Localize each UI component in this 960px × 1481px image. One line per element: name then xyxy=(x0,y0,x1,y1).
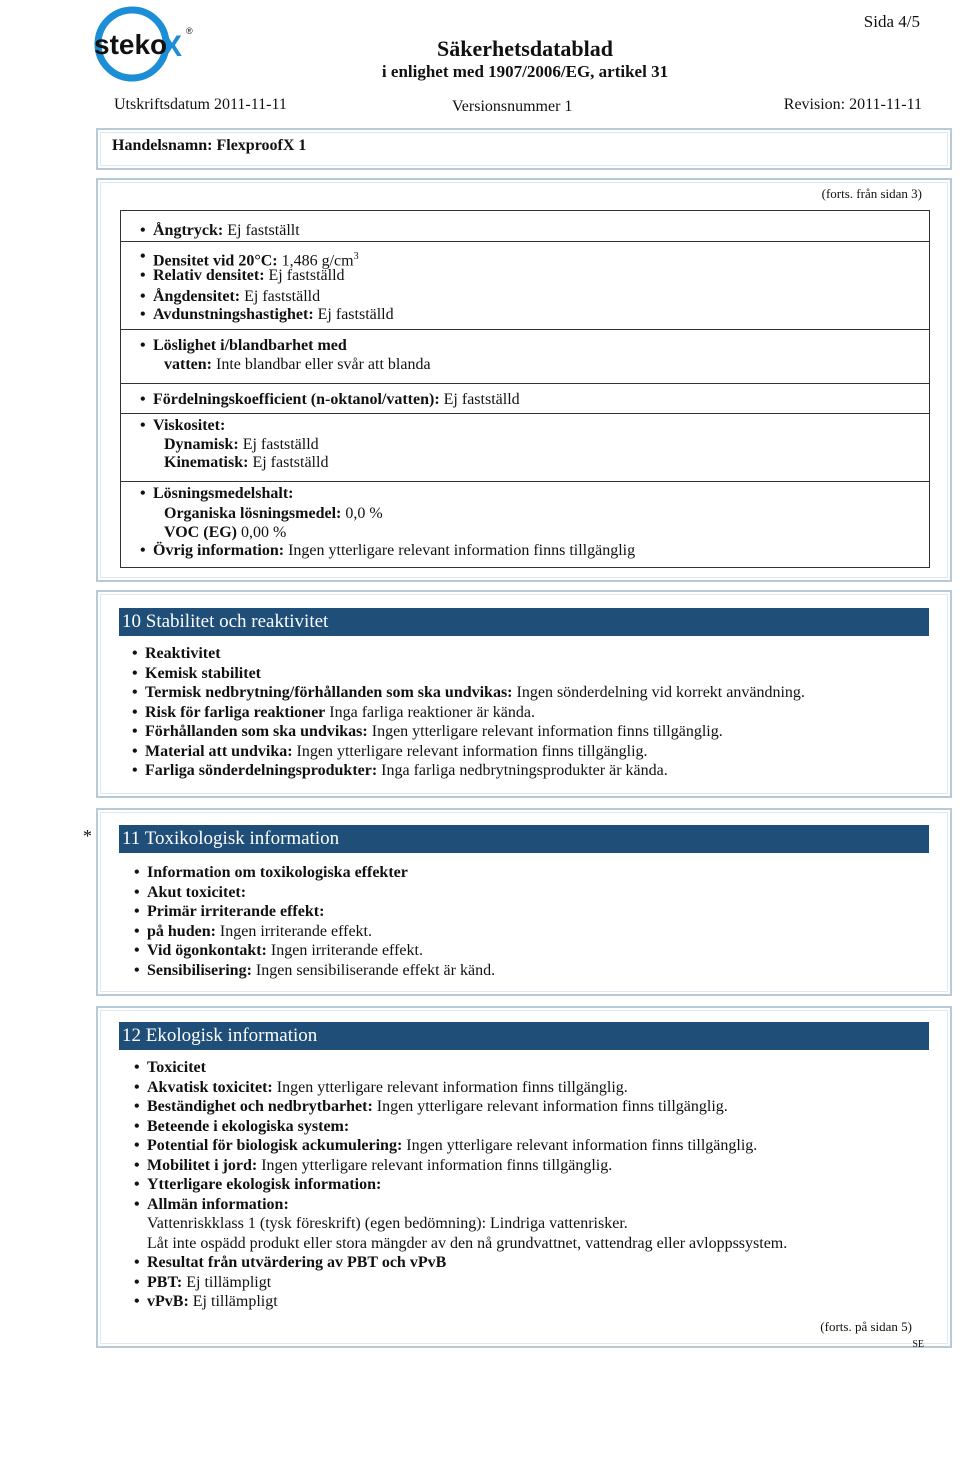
item-value: Ingen sönderdelning vid korrekt användning. xyxy=(512,684,805,701)
list-item xyxy=(147,1136,757,1155)
item-value: Ingen ytterligare relevant information finns tillgänglig. xyxy=(402,1137,758,1154)
list-item xyxy=(145,722,723,741)
item-label: Allmän information: xyxy=(147,1195,289,1213)
item-value: Ingen ytterligare relevant information finns tillgänglig. xyxy=(257,1156,613,1174)
list-item: • Övrig information: Ingen ytterligare relevant information finns tillgänglig xyxy=(153,541,635,560)
viscosity-kinematic: Kinematisk: Ej fastställd xyxy=(164,454,329,471)
list-item xyxy=(147,863,408,882)
list-item xyxy=(147,1097,728,1116)
item-label: Ytterligare ekologisk information: xyxy=(147,1176,382,1193)
item-label: Farliga sönderdelningsprodukter: xyxy=(145,762,378,779)
item-label: Sensibilisering: xyxy=(147,961,252,979)
svg-text:X: X xyxy=(162,30,183,63)
list-item: • Viskositet: xyxy=(153,416,225,435)
voc: VOC (EG) 0,00 % xyxy=(164,524,287,541)
list-item xyxy=(145,742,648,761)
item-label: Material att undvika: xyxy=(145,742,293,760)
logo-text: steko xyxy=(94,29,168,60)
list-item xyxy=(145,703,535,722)
list-item xyxy=(147,1292,278,1311)
list-item xyxy=(147,1253,446,1272)
list-item xyxy=(147,883,246,902)
list-item: • Fördelningskoefficient (n-oktanol/vatten): Ej fastställd xyxy=(153,390,520,409)
version-number: Versionsnummer 1 xyxy=(452,98,573,115)
list-item xyxy=(145,761,668,780)
page-number: Sida 4/5 xyxy=(863,12,920,31)
item-label: Kemisk stabilitet xyxy=(145,664,261,682)
list-item: • Relativ densitet: Ej fastställd xyxy=(153,266,345,285)
revision-date: Revision: 2011-11-11 xyxy=(783,96,922,113)
continued-to-note: (forts. på sidan 5) xyxy=(820,1319,912,1334)
viscosity-dynamic: Dynamisk: Ej fastställd xyxy=(164,436,319,453)
section-10-heading: 10 Stabilitet och reaktivitet xyxy=(119,608,929,636)
organic-solvents: Organiska lösningsmedel: 0,0 % xyxy=(164,505,383,522)
item-label: Risk för farliga reaktioner xyxy=(145,703,326,721)
document-subtitle: i enlighet med 1907/2006/EG, artikel 31 xyxy=(381,62,669,81)
list-item xyxy=(145,644,221,663)
table-divider xyxy=(121,241,929,242)
general-info-line: Låt inte ospädd produkt eller stora mängder av den nå grundvattnet, vattendrag eller avloppssystem. xyxy=(147,1234,788,1252)
list-item xyxy=(147,922,372,941)
list-item: • Lösningsmedelshalt: xyxy=(153,484,293,503)
list-item xyxy=(147,1117,349,1136)
list-item xyxy=(147,1195,289,1214)
item-value: Ej tillämpligt xyxy=(182,1273,272,1291)
solubility-water: vatten: Inte blandbar eller svår att blanda xyxy=(164,356,431,373)
list-item xyxy=(145,683,805,702)
print-date: Utskriftsdatum 2011-11-11 xyxy=(114,96,287,113)
item-value: Inga farliga reaktioner är kända. xyxy=(325,703,535,721)
table-divider xyxy=(121,481,929,482)
item-value: Ingen ytterligare relevant information finns tillgänglig. xyxy=(292,742,648,760)
list-item: • Ångtryck: Ej fastställt xyxy=(153,221,300,240)
language-code: SE xyxy=(912,1339,924,1350)
item-label: Beständighet och nedbrytbarhet: xyxy=(147,1098,373,1115)
list-item: • Densitet vid 20°C: 1,486 $g/cm^3$ xyxy=(153,247,359,270)
list-item xyxy=(147,902,324,921)
item-label: Beteende i ekologiska system: xyxy=(147,1117,350,1135)
item-value: Ingen sensibiliserande effekt är känd. xyxy=(251,961,496,979)
table-divider xyxy=(121,383,929,384)
list-item: • Löslighet i/blandbarhet med xyxy=(153,336,347,355)
item-label: PBT: xyxy=(147,1273,183,1291)
list-item xyxy=(147,961,495,980)
item-label: vPvB: xyxy=(147,1293,189,1310)
list-item xyxy=(147,1273,271,1292)
list-item xyxy=(147,1078,628,1097)
list-item: • Avdunstningshastighet: Ej fastställd xyxy=(153,305,394,324)
trade-name: Handelsnamn: FlexproofX 1 xyxy=(112,137,307,154)
svg-text:®: ® xyxy=(186,26,193,36)
item-label: Primär irriterande effekt: xyxy=(147,903,325,920)
list-item xyxy=(147,1156,612,1175)
section-11-heading: 11 Toxikologisk information xyxy=(119,825,929,853)
table-divider xyxy=(121,329,929,330)
list-item xyxy=(147,1058,206,1077)
revision-marker: * xyxy=(83,826,92,846)
item-label: Resultat från utvärdering av PBT och vPvB xyxy=(147,1254,447,1271)
item-label: Förhållanden som ska undvikas: xyxy=(145,723,368,740)
item-label: Akvatisk toxicitet: xyxy=(147,1078,273,1096)
item-label: Akut toxicitet: xyxy=(147,883,247,901)
item-value: Ingen ytterligare relevant information finns tillgänglig. xyxy=(272,1078,628,1096)
table-divider xyxy=(121,413,929,414)
item-label: Potential för biologisk ackumulering: xyxy=(147,1137,403,1154)
item-value: Ingen irriterande effekt. xyxy=(266,942,423,959)
item-label: på huden: xyxy=(147,922,216,940)
general-info-line: Vattenriskklass 1 (tysk föreskrift) (egen bedömning): Lindriga vattenrisker. xyxy=(147,1215,628,1232)
item-value: Ingen ytterligare relevant information finns tillgänglig. xyxy=(372,1098,728,1115)
item-value: Ingen ytterligare relevant information finns tillgänglig. xyxy=(367,723,723,740)
item-value: Ingen irriterande effekt. xyxy=(215,922,372,940)
list-item: • Ångdensitet: Ej fastställd xyxy=(153,287,320,306)
item-label: Reaktivitet xyxy=(145,645,221,662)
item-value: Inga farliga nedbrytningsprodukter är kända. xyxy=(377,762,668,779)
item-value: Ej tillämpligt xyxy=(188,1293,278,1310)
item-label: Vid ögonkontakt: xyxy=(147,942,267,959)
continued-from-note: (forts. från sidan 3) xyxy=(821,186,922,201)
list-item xyxy=(145,664,261,683)
list-item xyxy=(147,941,423,960)
document-title: Säkerhetsdatablad xyxy=(436,36,614,61)
item-label: Termisk nedbrytning/förhållanden som ska undvikas: xyxy=(145,684,513,701)
item-label: Mobilitet i jord: xyxy=(147,1156,258,1174)
item-label: Information om toxikologiska effekter xyxy=(147,864,408,881)
steko-logo xyxy=(90,4,200,82)
item-label: Toxicitet xyxy=(147,1059,206,1076)
section-12-heading: 12 Ekologisk information xyxy=(119,1022,929,1050)
list-item xyxy=(147,1175,381,1194)
